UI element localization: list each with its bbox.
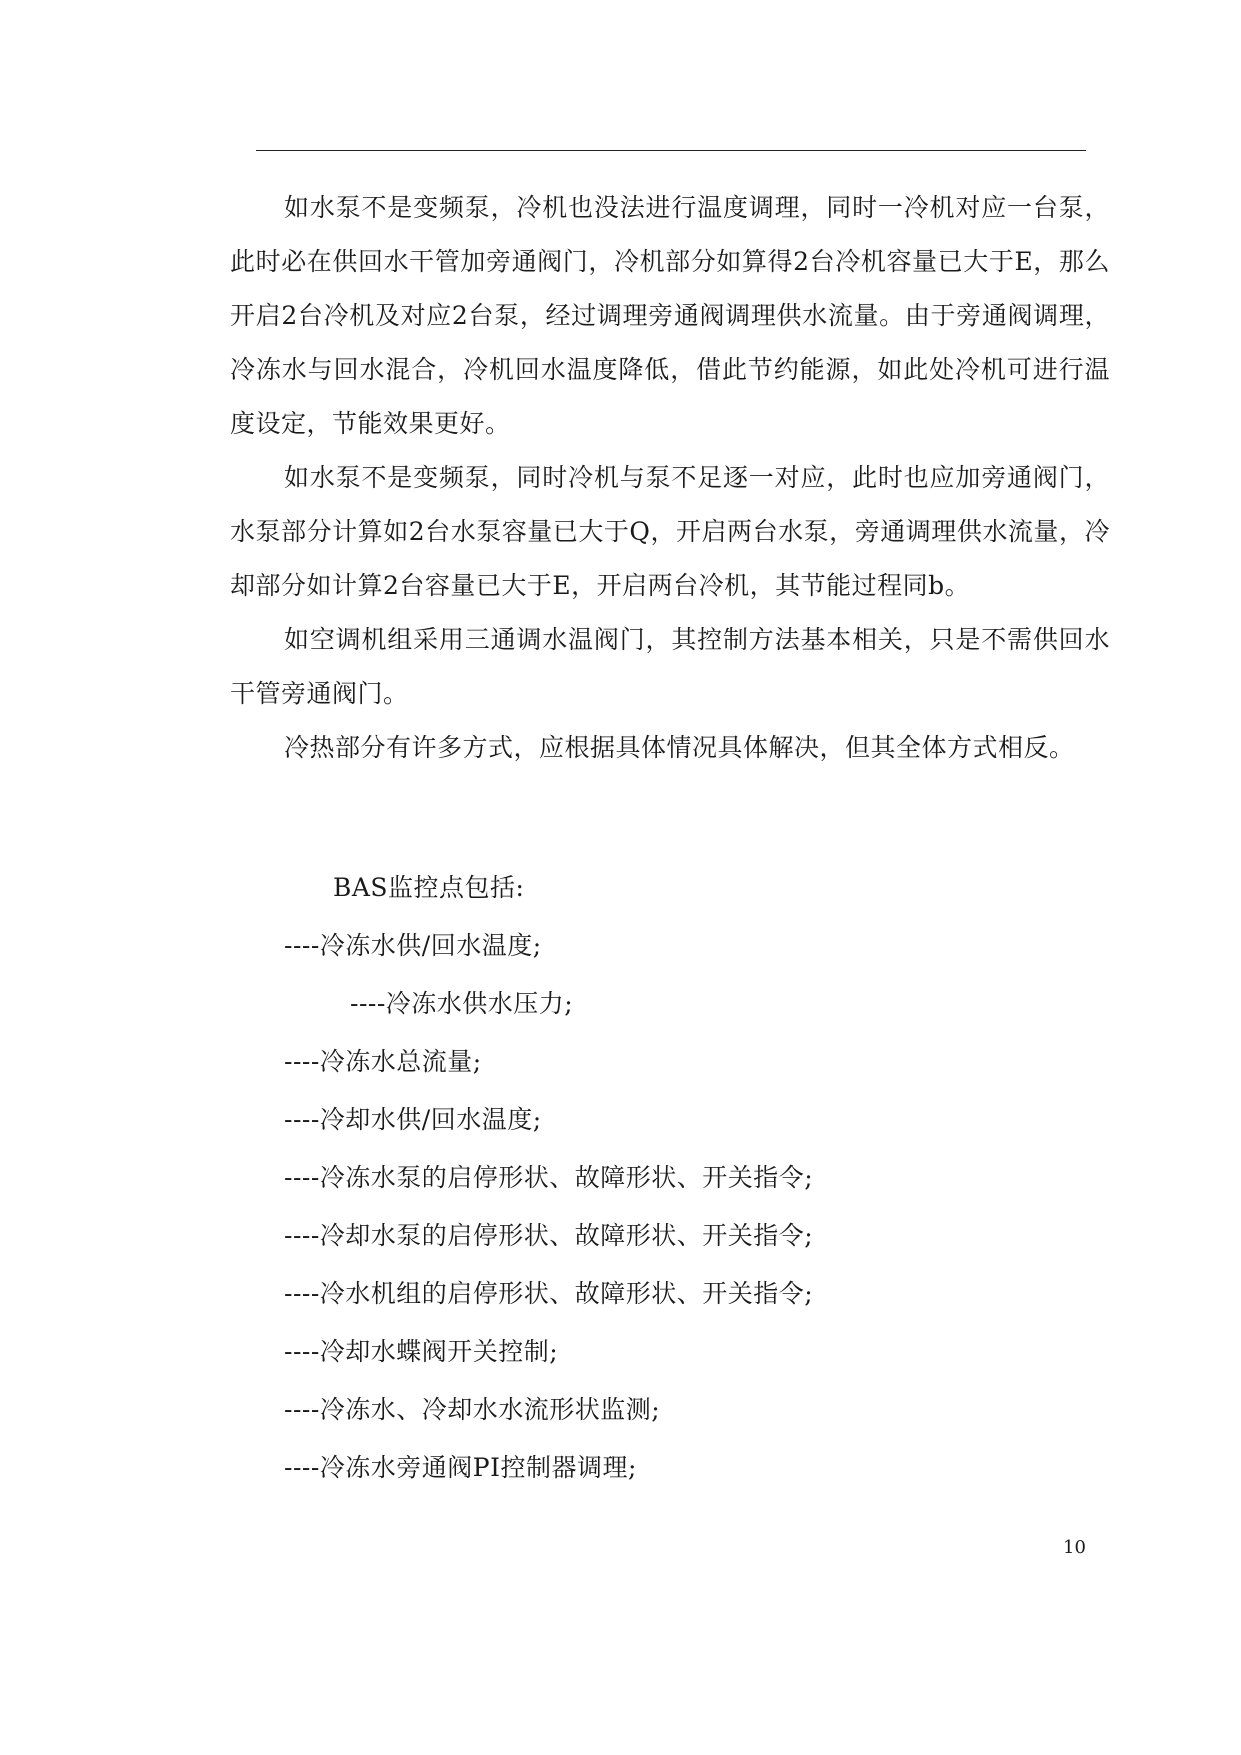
bas-heading: BAS监控点包括:: [333, 873, 525, 902]
paragraph-1: 如水泵不是变频泵，冷机也没法进行温度调理，同时一冷机对应一台泵，此时必在供回水干管加旁通阀门，冷机部分如算得2台冷机容量已大于E，那么开启2台冷机及对应2台泵，经过调理旁通阀调理供水流量。由于旁通阀调理，冷冻水与回水混合，冷机回水温度降低，借此节约能源，如此处冷机可进行温度设定，节能效果更好。: [230, 193, 1110, 438]
header-rule: [256, 150, 1086, 151]
bas-item-2: ----冷冻水供水压力;: [350, 989, 574, 1018]
bas-item-5: ----冷冻水泵的启停形状、故障形状、开关指令;: [284, 1163, 814, 1192]
bas-item-7: ----冷水机组的启停形状、故障形状、开关指令;: [284, 1279, 814, 1308]
bas-item-9: ----冷冻水、冷却水水流形状监测;: [284, 1395, 661, 1424]
page-number: 10: [1063, 1537, 1086, 1558]
paragraph-2: 如水泵不是变频泵，同时冷机与泵不足逐一对应，此时也应加旁通阀门，水泵部分计算如2台水泵容量已大于Q，开启两台水泵，旁通调理供水流量，冷却部分如计算2台容量已大于E，开启两台冷机，其节能过程同b。: [230, 463, 1110, 600]
bas-item-10: ----冷冻水旁通阀PI控制器调理;: [284, 1453, 637, 1482]
paragraph-4: 冷热部分有许多方式，应根据具体情况具体解决，但其全体方式相反。: [284, 733, 1075, 762]
bas-item-6: ----冷却水泵的启停形状、故障形状、开关指令;: [284, 1221, 814, 1250]
paragraph-3: 如空调机组采用三通调水温阀门，其控制方法基本相关，只是不需供回水干管旁通阀门。: [230, 625, 1110, 708]
bas-item-8: ----冷却水蝶阀开关控制;: [284, 1337, 559, 1366]
bas-item-3: ----冷冻水总流量;: [284, 1047, 482, 1076]
bas-item-1: ----冷冻水供/回水温度;: [284, 931, 542, 960]
bas-item-4: ----冷却水供/回水温度;: [284, 1105, 542, 1134]
